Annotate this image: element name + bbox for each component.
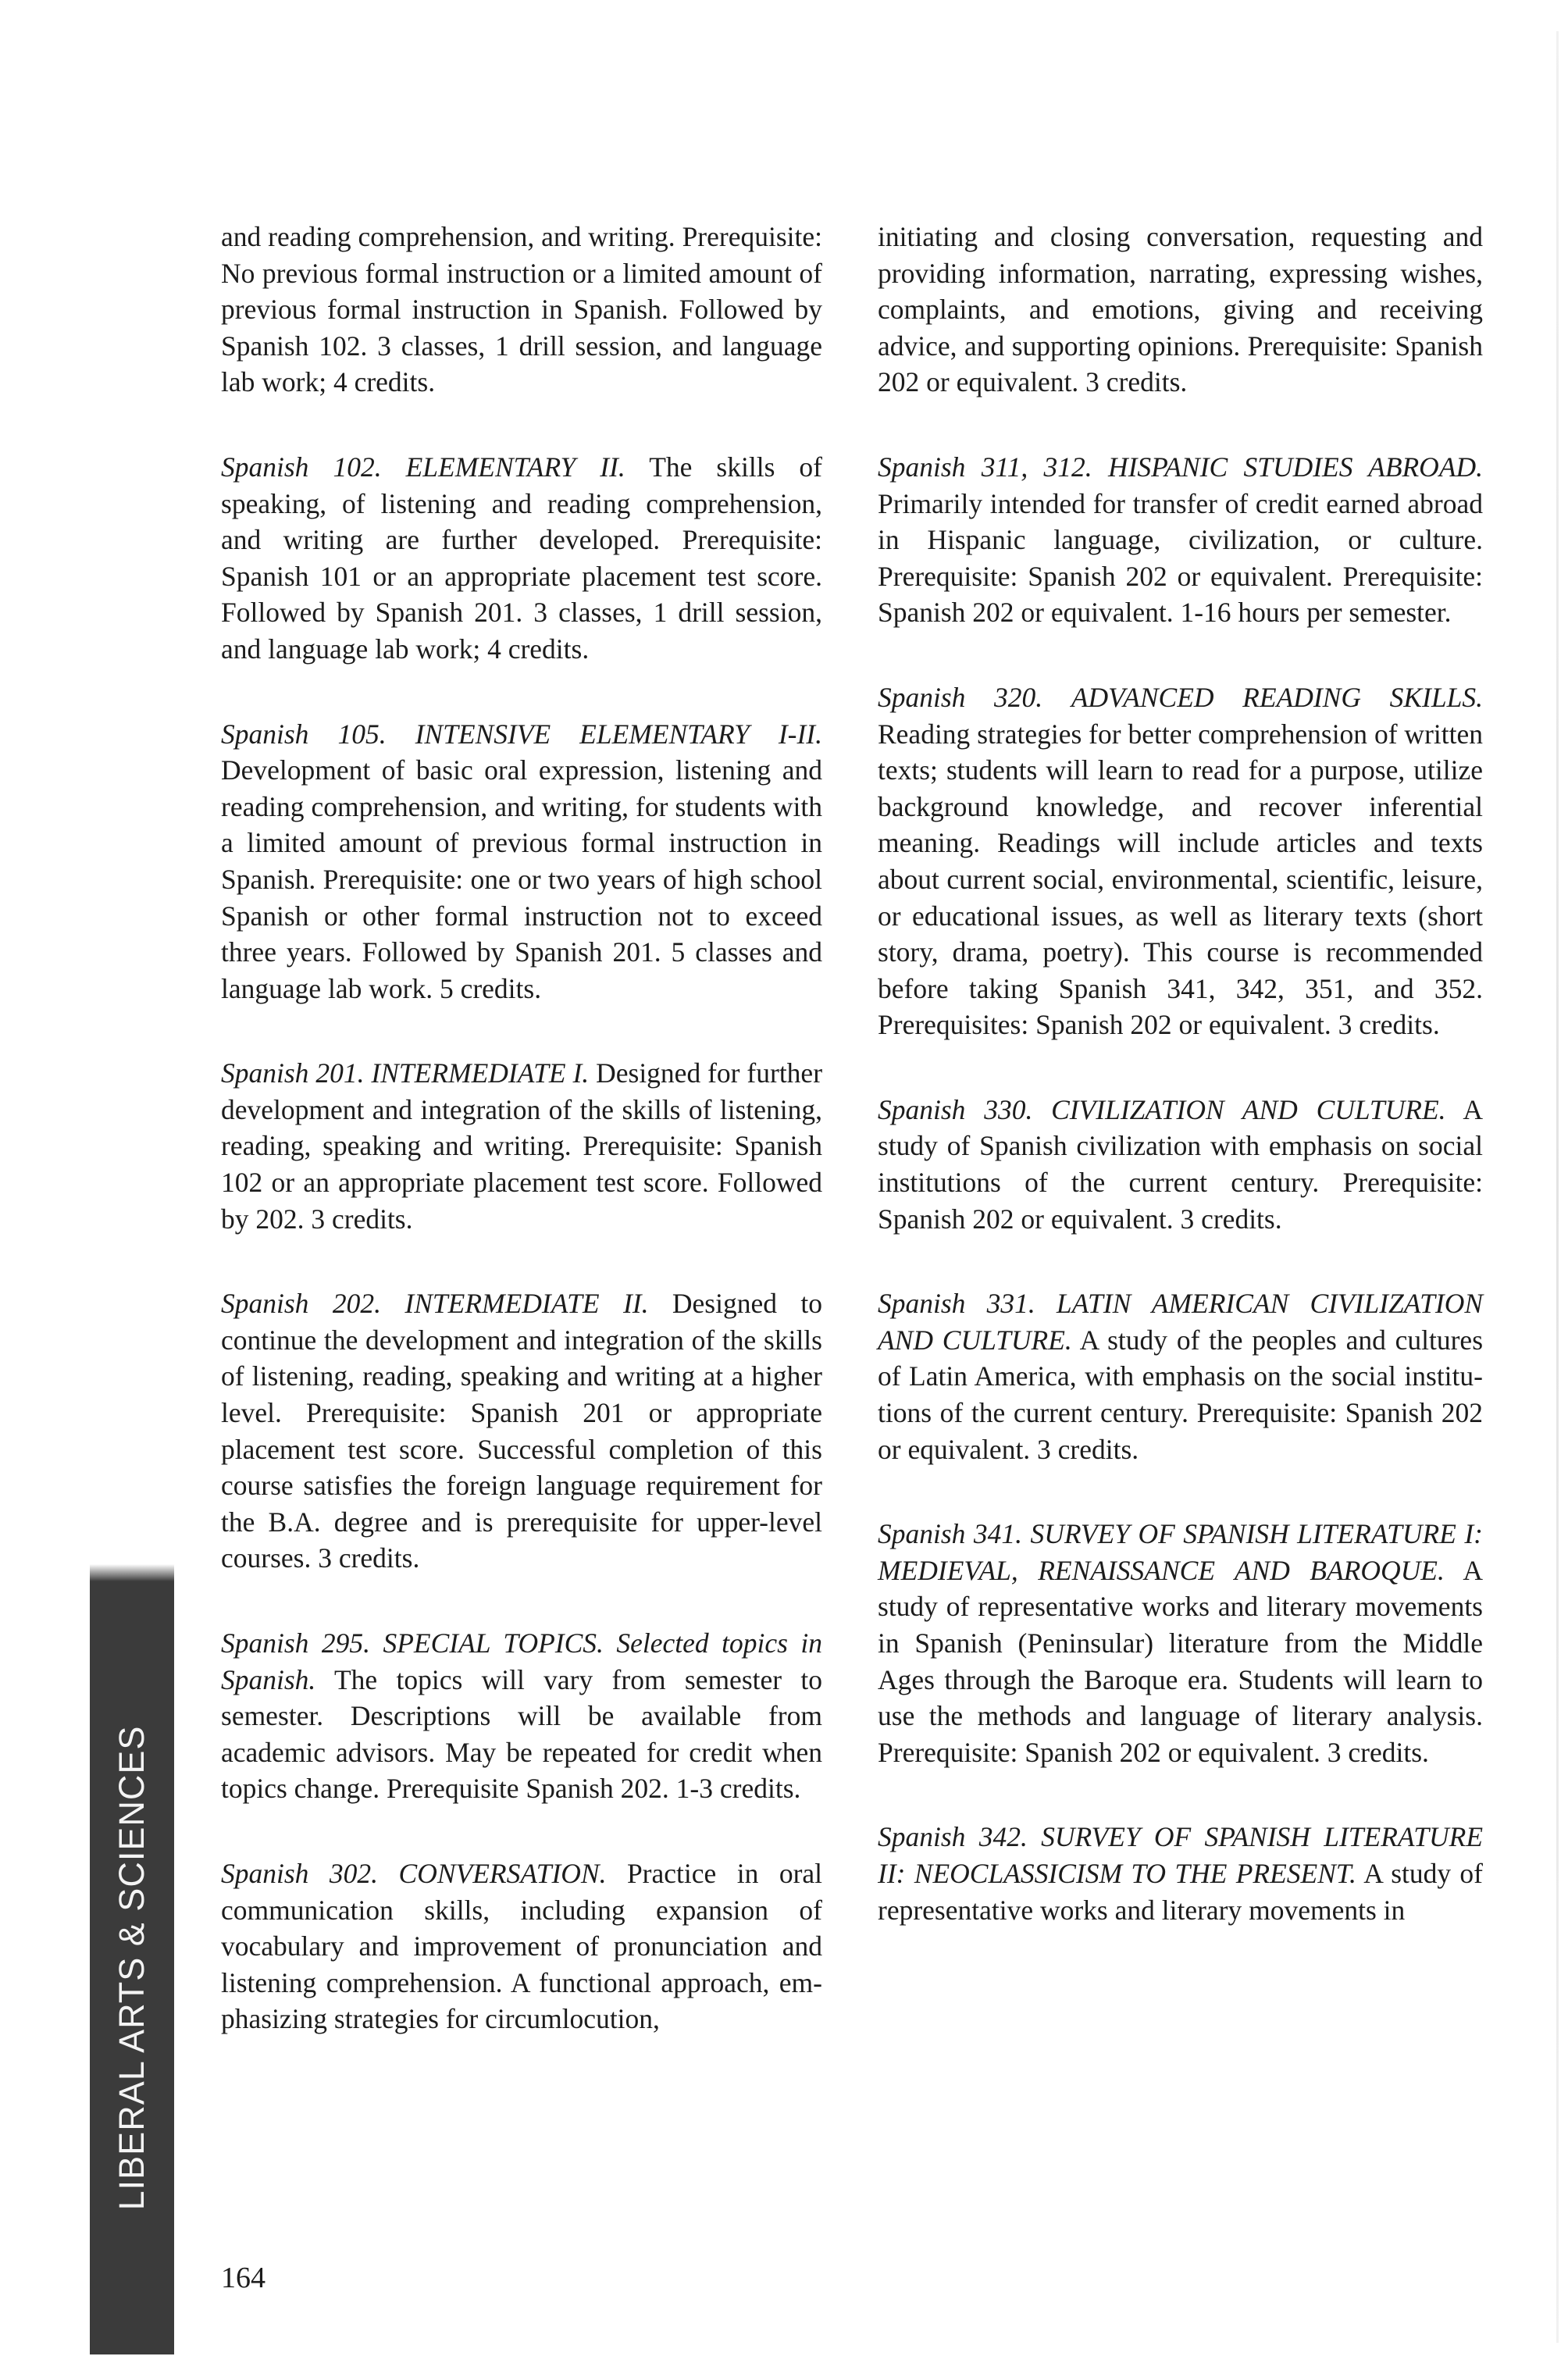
course-entry-spanish-102 [221, 449, 822, 668]
course-entry-spanish-341 [878, 1516, 1483, 1770]
course-description: Designed for further development and integration of the skills of listening, reading, speaking and writing. Prerequisite: Spanish 102 or an appropriate placement test score. Followed by 202. 3 credits. [221, 1057, 823, 1235]
course-description: A study of the peoples and cultures of Latin America, with emphasis on the social institutions of the current century. Prerequisite: Spanish 202 or equivalent. 3 credits. [878, 1324, 1484, 1465]
course-title: CIVILIZATION AND CULTURE. [1051, 1093, 1446, 1125]
course-entry-spanish-295 [221, 1625, 822, 1807]
course-description: initiating and closing conversation, requesting and providing information, narrating, expressing wishes, complaints, and emotions, giving and receiving advice, and supporting opinions. Prerequisite: Spanish 202 or equivalent. 3 credits. [878, 221, 1483, 398]
course-entry-spanish-331 [878, 1285, 1483, 1467]
course-code: Spanish 311, 312. [878, 451, 1092, 483]
course-title: INTENSIVE ELEMENTARY I-II. [415, 718, 822, 750]
course-description: and reading comprehension, and writing. Prerequisite: No previous formal instruction or a limited amount of previous formal instruction in Spanish. Followed by Spanish 102. 3 classes, 1 drill session, and language lab work; 4 credits. [221, 221, 822, 398]
course-entry-spanish-201 [221, 1055, 822, 1237]
course-code: Spanish 342. [878, 1821, 1028, 1853]
course-description: The skills of speaking, of listening and reading comprehension, and writing are further developed. Prerequisite: Spanish 101 or an appropriate placement test score. Followed by Spanish 201. 3 classes, 1 drill session, and language lab work; 4 credits. [221, 451, 822, 665]
course-entry-continuation [221, 219, 822, 401]
course-entry-spanish-342 [878, 1819, 1483, 1928]
course-code: Spanish 102. [221, 451, 382, 483]
course-description: Designed to continue the development and integration of the skills of listening, reading, speaking and writing at a higher level. Prerequisite: Spanish 201 or appropriate placement test score. Successful completion of this course satisfies the foreign language requirement for the B.A. degree and is prerequisite for upper-level courses. 3 credits. [221, 1288, 822, 1574]
course-entry-continuation [878, 219, 1483, 401]
course-title: ELEMENTARY II. [405, 451, 625, 483]
course-description: A study of representative works and literary movements in [878, 1857, 1483, 1926]
course-code: Spanish 341. [878, 1518, 1023, 1550]
course-code: Spanish 201. [221, 1057, 365, 1089]
course-code: Spanish 295. [221, 1627, 371, 1659]
course-title: INTERMEDIATE I. [371, 1057, 590, 1089]
course-title: INTERMEDIATE II. [404, 1288, 649, 1320]
course-description: Reading strategies for better comprehension of written texts; students will learn to read for a purpose, utilize background knowledge, and recover inferential meaning. Readings will include articles and texts about current social, environmental, scientific, leisure, or educational issues, as well as literary texts (short story, drama, poetry). This course is recommended before taking Spanish 341, 342, 351, and 352. Prerequisites: Spanish 202 or equivalent. 3 credits. [878, 718, 1483, 1041]
course-code: Spanish 331. [878, 1288, 1035, 1320]
course-entry-spanish-311-312 [878, 449, 1483, 631]
course-code: Spanish 105. [221, 718, 387, 750]
course-code: Spanish 202. [221, 1288, 381, 1320]
course-title: ADVANCED READING SKILLS. [1071, 681, 1483, 713]
right-column [878, 219, 1483, 1977]
course-entry-spanish-202 [221, 1285, 822, 1577]
section-tab-label: LIBERAL ARTS & SCIENCES [112, 1725, 151, 2211]
course-description: Practice in oral communication skills, including expansion of vocabulary and improvement of pronunciation and listening comprehension. A functional approach, emphasizing strategies for circumlocution, [221, 1857, 823, 2035]
course-description: Primarily intended for transfer of credit earned abroad in Hispanic language, civilization, or culture. Prerequisite: Spanish 202 or equivalent. Prerequisite: Spanish 202 or equivalent. 1-16 hours per semester. [878, 487, 1483, 629]
course-title: CONVERSATION. [398, 1857, 607, 1889]
course-entry-spanish-330 [878, 1092, 1483, 1237]
course-title: SURVEY OF SPANISH LITERATURE II: NEOCLASSICISM TO THE PRESENT. [878, 1821, 1484, 1889]
course-code: Spanish 330. [878, 1093, 1033, 1125]
course-description: A study of Spanish civilization with emphasis on social institutions of the current century. Prerequisite: Spanish 202 or equivalent. 3 credits. [878, 1093, 1483, 1235]
course-description: Development of basic oral expression, listening and reading comprehension, and writing, for students with a limited amount of previous formal instruction in Spanish. Prerequisite: one or two years of high school Spanish or other formal instruction not to exceed three years. Followed by Spanish 201. 5 classes and language lab work. 5 credits. [221, 754, 822, 1004]
course-title: HISPANIC STUDIES ABROAD. [1107, 451, 1484, 483]
left-column [221, 219, 822, 2086]
course-entry-spanish-105 [221, 716, 822, 1007]
section-tab [90, 1581, 174, 2354]
page-edge-divider [1556, 31, 1559, 2343]
course-entry-spanish-302 [221, 1855, 822, 2037]
course-code: Spanish 320. [878, 681, 1043, 713]
course-subtitle: Selected topics in Spanish. [221, 1627, 822, 1695]
course-entry-spanish-320 [878, 679, 1483, 1043]
course-title: SURVEY OF SPANISH LITERATURE I: MEDIEVAL, RENAISSANCE AND BAROQUE. [878, 1518, 1483, 1586]
course-description: A study of representative works and literary movements in Spanish (Peninsular) literature from the Middle Ages through the Baroque era. Students will learn to use the methods and language of literary analysis. Prerequisite: Spanish 202 or equivalent. 3 credits. [878, 1554, 1483, 1768]
course-description: The topics will vary from semester to semester. Descriptions will be available from academic advisors. May be repeated for credit when topics change. Prerequisite Spanish 202. 1-3 credits. [221, 1663, 822, 1805]
course-title: SPECIAL TOPICS. [383, 1627, 604, 1659]
course-code: Spanish 302. [221, 1857, 379, 1889]
course-title: LATIN AMERICAN CIVILIZATION AND CULTURE. [878, 1288, 1484, 1356]
page-number: 164 [221, 2262, 265, 2294]
